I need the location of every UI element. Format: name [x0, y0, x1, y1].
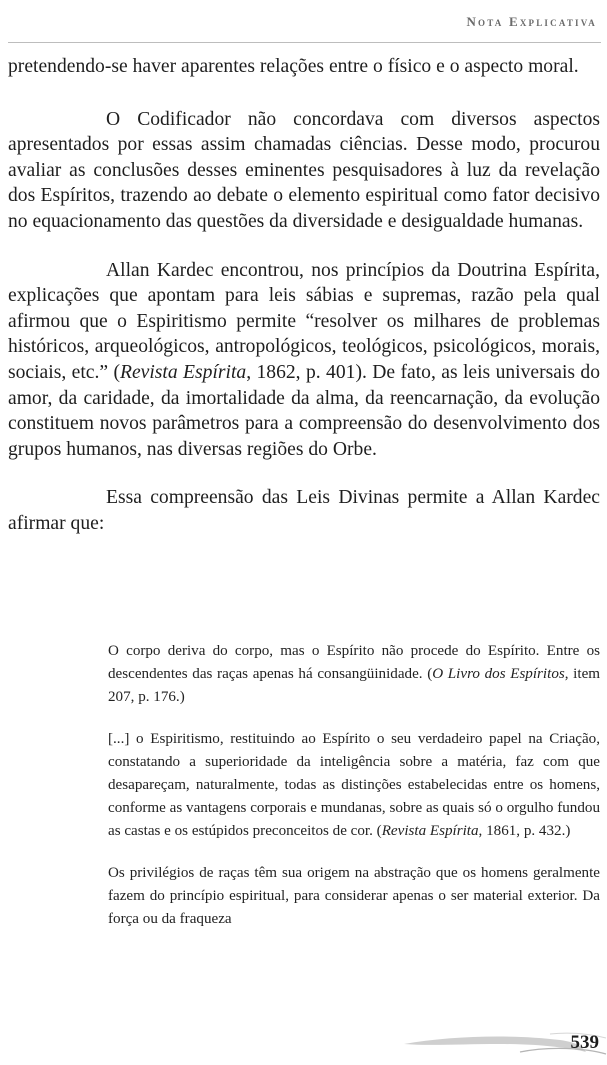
block-quote [108, 640, 600, 709]
paragraph: Essa compreensão das Leis Divinas permite a Allan Kardec afirmar que: [8, 487, 600, 534]
quote-source-title: Revista Espírita [381, 823, 479, 839]
body-text [8, 54, 600, 537]
paragraph: O Codificador não concordava com diversos aspectos apresentados por essas assim chamadas ciências. Desse modo, procurou avaliar as conclusões desses eminentes pesquisadores à luz da revelação dos Espíritos, trazendo ao debate o elemento espiritual como fator decisivo no equacionamento das questões da diversidade e desigualdade humanas. [8, 108, 600, 232]
quote-source-ref: , item 207, p. 176.) [108, 666, 601, 705]
quote-source-title: O Livro dos Espíritos [432, 666, 565, 682]
running-header: Nota Explicativa [466, 14, 597, 29]
paragraph: pretendendo-se haver aparentes relações entre o físico e o aspecto moral. [8, 56, 579, 77]
header-rule [8, 42, 601, 43]
quote-source-ref: , 1861, p. 432.) [478, 823, 571, 839]
paragraph [8, 258, 600, 463]
block-quotes [108, 640, 600, 950]
page-number: 539 [570, 1032, 599, 1053]
paragraph-text: Allan Kardec encontrou, nos princípios da Doutrina Espírita, explicações que apontam para leis sábias e supremas, razão pela qual afirmou que o Espiritismo permite “resolver os milhares de problemas históricos, arqueológicos, antropológicos, teológicos, psicológicos, morais, sociais, etc.” ( [8, 259, 600, 383]
citation-title: Revista Espírita [119, 361, 247, 383]
block-quote [108, 728, 600, 843]
quote-text: O corpo deriva do corpo, mas o Espírito não procede do Espírito. Entre os descendentes das raças apenas há consangüinidade. ( [108, 643, 600, 682]
quote-text: [...] o Espiritismo, restituindo ao Espírito o seu verdadeiro papel na Criação, constatando a superioridade da inteligência sobre a matéria, faz com que desapareçam, naturalmente, todas as distinções estabelecidas entre os homens, conforme as vantagens corporais e mundanas, sobre as quais só o orgulho fundou as castas e os estúpidos preconceitos de cor. ( [108, 731, 600, 839]
quote-text: Os privilégios de raças têm sua origem na abstração que os homens geralmente fazem do princípio espiritual, para considerar apenas o ser material exterior. Da força ou da fraqueza [108, 865, 600, 927]
block-quote [108, 862, 600, 931]
paragraph-text: , 1862, p. 401). De fato, as leis universais do amor, da caridade, da imortalidade da alma, da reencarnação, da evolução constituem novos parâmetros para a compreensão do desenvolvimento dos grupos humanos, nas diversas regiões do Orbe. [8, 361, 601, 460]
